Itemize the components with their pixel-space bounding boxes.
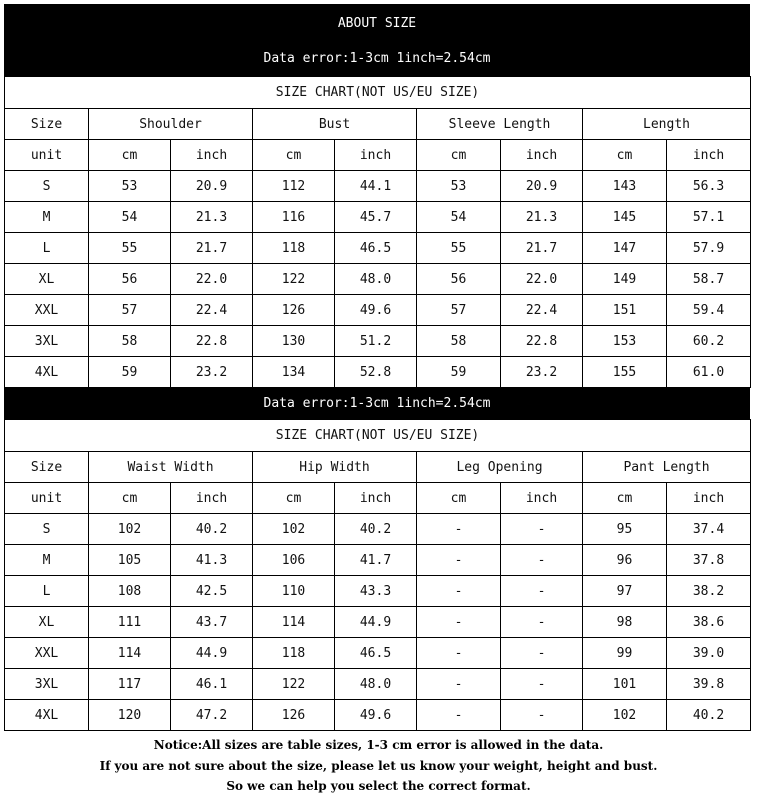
value-cell: - (501, 700, 583, 731)
value-cell: 114 (89, 638, 171, 669)
table-row (5, 514, 751, 545)
measure-header-row (5, 452, 751, 483)
value-cell: 122 (253, 264, 335, 295)
table-row (5, 264, 751, 295)
value-cell: - (417, 669, 501, 700)
value-cell: 22.0 (171, 264, 253, 295)
value-cell: 102 (253, 514, 335, 545)
value-cell: 39.8 (667, 669, 751, 700)
value-cell: - (417, 576, 501, 607)
unit-cell: cm (417, 483, 501, 514)
unit-cell: cm (89, 483, 171, 514)
size-label: Size (5, 452, 89, 483)
value-cell: 22.8 (501, 326, 583, 357)
size-cell: M (5, 202, 89, 233)
size-cell: 4XL (5, 357, 89, 388)
value-cell: 57.1 (667, 202, 751, 233)
value-cell: 21.7 (501, 233, 583, 264)
value-cell: 42.5 (171, 576, 253, 607)
value-cell: - (501, 545, 583, 576)
size-label: Size (5, 109, 89, 140)
measure-header: Length (583, 109, 751, 140)
value-cell: 20.9 (171, 171, 253, 202)
value-cell: 41.3 (171, 545, 253, 576)
value-cell: 40.2 (667, 700, 751, 731)
unit-cell: cm (417, 140, 501, 171)
measure-header: Bust (253, 109, 417, 140)
value-cell: 37.8 (667, 545, 751, 576)
table-row (5, 171, 751, 202)
value-cell: 151 (583, 295, 667, 326)
unit-header-row (5, 140, 751, 171)
value-cell: 22.4 (501, 295, 583, 326)
value-cell: 22.4 (171, 295, 253, 326)
value-cell: 21.3 (171, 202, 253, 233)
value-cell: - (501, 514, 583, 545)
value-cell: 59 (417, 357, 501, 388)
value-cell: 95 (583, 514, 667, 545)
value-cell: 44.9 (171, 638, 253, 669)
value-cell: 38.6 (667, 607, 751, 638)
unit-cell: inch (335, 140, 417, 171)
unit-cell: inch (501, 140, 583, 171)
unit-cell: inch (667, 483, 751, 514)
value-cell: 147 (583, 233, 667, 264)
notice-line: If you are not sure about the size, please let us know your weight, height and bust. (99, 758, 658, 773)
value-cell: 43.7 (171, 607, 253, 638)
value-cell: 155 (583, 357, 667, 388)
value-cell: 41.7 (335, 545, 417, 576)
value-cell: 40.2 (335, 514, 417, 545)
size-cell: S (5, 514, 89, 545)
top-size-table (4, 76, 751, 388)
table-row (5, 202, 751, 233)
value-cell: 53 (417, 171, 501, 202)
size-chart-sheet (4, 4, 750, 731)
unit-cell: cm (253, 483, 335, 514)
value-cell: 102 (583, 700, 667, 731)
value-cell: 112 (253, 171, 335, 202)
value-cell: 57.9 (667, 233, 751, 264)
value-cell: 46.5 (335, 638, 417, 669)
unit-cell: inch (171, 483, 253, 514)
value-cell: 56 (417, 264, 501, 295)
value-cell: 54 (89, 202, 171, 233)
table-row (5, 357, 751, 388)
value-cell: 61.0 (667, 357, 751, 388)
value-cell: 44.9 (335, 607, 417, 638)
value-cell: - (417, 700, 501, 731)
measure-header: Pant Length (583, 452, 751, 483)
value-cell: - (501, 576, 583, 607)
measure-header: Shoulder (89, 109, 253, 140)
value-cell: - (417, 545, 501, 576)
size-cell: S (5, 171, 89, 202)
value-cell: 46.1 (171, 669, 253, 700)
value-cell: 118 (253, 638, 335, 669)
unit-cell: cm (89, 140, 171, 171)
value-cell: 38.2 (667, 576, 751, 607)
value-cell: - (501, 638, 583, 669)
value-cell: 37.4 (667, 514, 751, 545)
value-cell: 116 (253, 202, 335, 233)
value-cell: 102 (89, 514, 171, 545)
value-cell: 55 (89, 233, 171, 264)
value-cell: 101 (583, 669, 667, 700)
value-cell: 22.8 (171, 326, 253, 357)
value-cell: 110 (253, 576, 335, 607)
value-cell: 117 (89, 669, 171, 700)
size-cell: XL (5, 264, 89, 295)
value-cell: 22.0 (501, 264, 583, 295)
value-cell: 145 (583, 202, 667, 233)
value-cell: 97 (583, 576, 667, 607)
measure-header: Sleeve Length (417, 109, 583, 140)
value-cell: 56.3 (667, 171, 751, 202)
value-cell: 58 (89, 326, 171, 357)
value-cell: - (417, 514, 501, 545)
size-cell: M (5, 545, 89, 576)
size-cell: XL (5, 607, 89, 638)
table-row (5, 669, 751, 700)
value-cell: 57 (89, 295, 171, 326)
measure-header-row (5, 109, 751, 140)
size-cell: XXL (5, 638, 89, 669)
value-cell: - (501, 607, 583, 638)
value-cell: - (417, 607, 501, 638)
value-cell: 21.3 (501, 202, 583, 233)
value-cell: 118 (253, 233, 335, 264)
value-cell: 60.2 (667, 326, 751, 357)
table-row (5, 607, 751, 638)
value-cell: - (417, 638, 501, 669)
value-cell: 40.2 (171, 514, 253, 545)
table-row (5, 295, 751, 326)
notice-line: Notice:All sizes are table sizes, 1-3 cm error is allowed in the data. (153, 738, 604, 752)
table-row (5, 326, 751, 357)
value-cell: 58 (417, 326, 501, 357)
value-cell: 106 (253, 545, 335, 576)
unit-cell: inch (667, 140, 751, 171)
value-cell: 58.7 (667, 264, 751, 295)
size-cell: 4XL (5, 700, 89, 731)
value-cell: 114 (253, 607, 335, 638)
unit-cell: inch (171, 140, 253, 171)
size-cell: 3XL (5, 326, 89, 357)
table-row (5, 700, 751, 731)
measure-header: Waist Width (89, 452, 253, 483)
value-cell: 39.0 (667, 638, 751, 669)
value-cell: 23.2 (501, 357, 583, 388)
chart-title: SIZE CHART(NOT US/EU SIZE) (5, 420, 751, 452)
value-cell: 45.7 (335, 202, 417, 233)
unit-cell: inch (335, 483, 417, 514)
value-cell: 143 (583, 171, 667, 202)
value-cell: 46.5 (335, 233, 417, 264)
value-cell: 48.0 (335, 669, 417, 700)
value-cell: 105 (89, 545, 171, 576)
value-cell: 52.8 (335, 357, 417, 388)
unit-cell: cm (583, 140, 667, 171)
value-cell: 51.2 (335, 326, 417, 357)
size-cell: 3XL (5, 669, 89, 700)
unit-cell: inch (501, 483, 583, 514)
value-cell: 53 (89, 171, 171, 202)
table-row (5, 545, 751, 576)
value-cell: 23.2 (171, 357, 253, 388)
bottom-size-table (4, 419, 751, 731)
value-cell: 98 (583, 607, 667, 638)
value-cell: 130 (253, 326, 335, 357)
size-cell: XXL (5, 295, 89, 326)
value-cell: 96 (583, 545, 667, 576)
value-cell: - (501, 669, 583, 700)
value-cell: 122 (253, 669, 335, 700)
value-cell: 126 (253, 295, 335, 326)
error-note: Data error:1-3cm 1inch=2.54cm (4, 41, 750, 76)
value-cell: 134 (253, 357, 335, 388)
value-cell: 43.3 (335, 576, 417, 607)
value-cell: 49.6 (335, 295, 417, 326)
value-cell: 126 (253, 700, 335, 731)
value-cell: 153 (583, 326, 667, 357)
value-cell: 149 (583, 264, 667, 295)
value-cell: 120 (89, 700, 171, 731)
value-cell: 59 (89, 357, 171, 388)
value-cell: 55 (417, 233, 501, 264)
value-cell: 57 (417, 295, 501, 326)
value-cell: 48.0 (335, 264, 417, 295)
value-cell: 49.6 (335, 700, 417, 731)
value-cell: 47.2 (171, 700, 253, 731)
value-cell: 21.7 (171, 233, 253, 264)
value-cell: 59.4 (667, 295, 751, 326)
table-row (5, 576, 751, 607)
value-cell: 99 (583, 638, 667, 669)
value-cell: 54 (417, 202, 501, 233)
unit-header-row (5, 483, 751, 514)
table-row (5, 638, 751, 669)
value-cell: 56 (89, 264, 171, 295)
value-cell: 44.1 (335, 171, 417, 202)
table-row (5, 233, 751, 264)
value-cell: 20.9 (501, 171, 583, 202)
chart-title: SIZE CHART(NOT US/EU SIZE) (5, 77, 751, 109)
size-cell: L (5, 576, 89, 607)
error-note: Data error:1-3cm 1inch=2.54cm (4, 388, 750, 419)
size-cell: L (5, 233, 89, 264)
value-cell: 108 (89, 576, 171, 607)
measure-header: Leg Opening (417, 452, 583, 483)
notice-line: So we can help you select the correct format. (226, 779, 531, 793)
unit-cell: cm (583, 483, 667, 514)
unit-label: unit (5, 483, 89, 514)
page-title: ABOUT SIZE (4, 4, 750, 41)
value-cell: 111 (89, 607, 171, 638)
unit-cell: cm (253, 140, 335, 171)
notice-text (0, 735, 757, 797)
unit-label: unit (5, 140, 89, 171)
measure-header: Hip Width (253, 452, 417, 483)
